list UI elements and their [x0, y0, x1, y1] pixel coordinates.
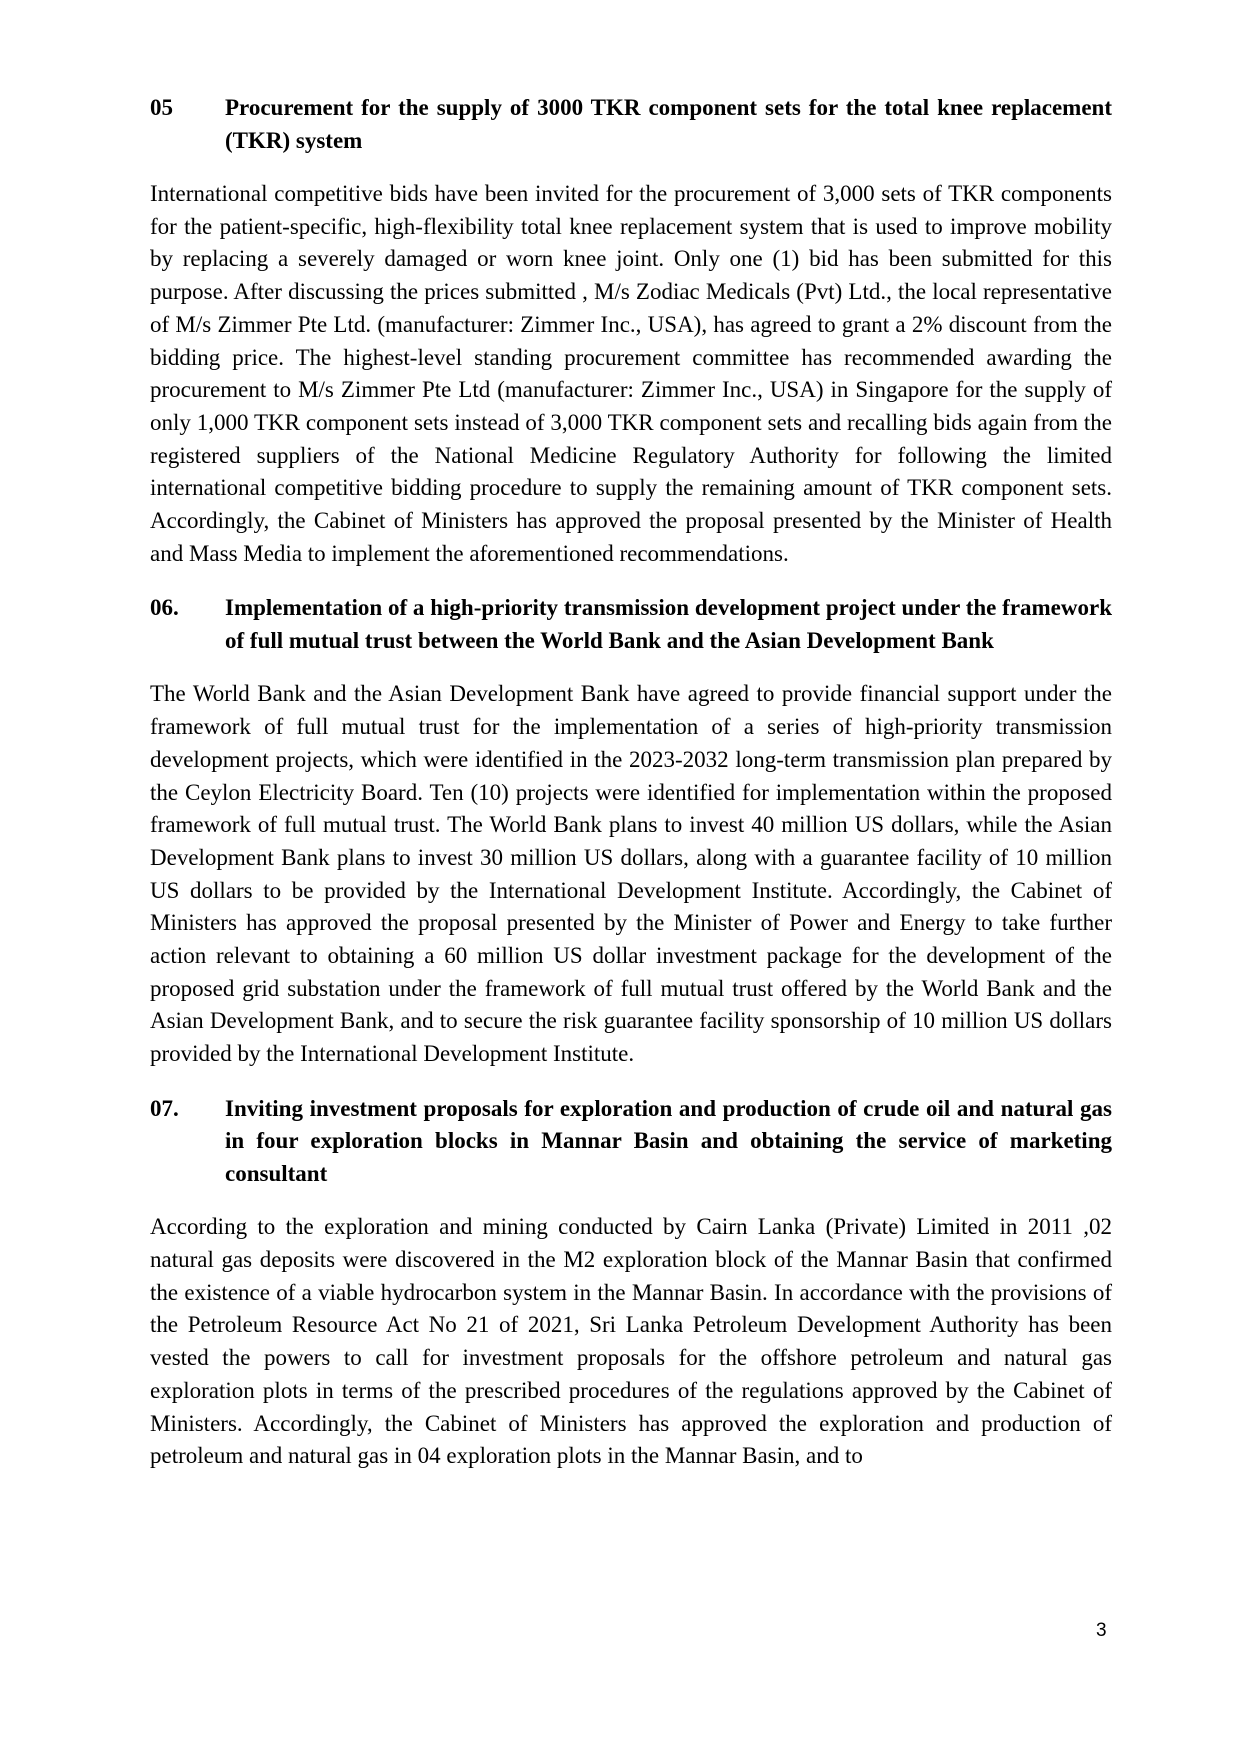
- page-number: 3: [1096, 1620, 1107, 1641]
- document-page: [150, 92, 1112, 1495]
- section-heading: [150, 1093, 1112, 1191]
- section-title: Implementation of a high-priority transmission development project under the framework of full mutual trust between the World Bank and the Asian Development Bank: [225, 595, 1112, 653]
- section-07: [150, 1093, 1112, 1473]
- section-body: According to the exploration and mining conducted by Cairn Lanka (Private) Limited in 2011 ,02 natural gas deposits were discovered in the M2 exploration block of the Mannar Basin that confirmed the existence of a viable hydrocarbon system in the Mannar Basin. In accordance with the provisions of the Petroleum Resource Act No 21 of 2021, Sri Lanka Petroleum Development Authority has been vested the powers to call for investment proposals for the offshore petroleum and natural gas exploration plots in terms of the prescribed procedures of the regulations approved by the Cabinet of Ministers. Accordingly, the Cabinet of Ministers has approved the exploration and production of petroleum and natural gas in 04 exploration plots in the Mannar Basin, and to: [150, 1214, 1112, 1469]
- section-number: 07.: [150, 1095, 179, 1121]
- section-heading: [150, 592, 1112, 657]
- section-number: 05: [150, 95, 173, 120]
- section-title: Inviting investment proposals for exploration and production of crude oil and natural gas in four exploration blocks in Mannar Basin and obtaining the service of marketing consultant: [225, 1095, 1112, 1186]
- section-06: [150, 592, 1112, 1070]
- section-body: International competitive bids have been invited for the procurement of 3,000 sets of TKR components for the patient-specific, high-flexibility total knee replacement system that is used to improve mobility by replacing a severely damaged or worn knee joint. Only one (1) bid has been submitted for this purpose. After discussing the prices submitted , M/s Zodiac Medicals (Pvt) Ltd., the local representative of M/s Zimmer Pte Ltd. (manufacturer: Zimmer Inc., USA), has agreed to grant a 2% discount from the bidding price. The highest-level standing procurement committee has recommended awarding the procurement to M/s Zimmer Pte Ltd (manufacturer: Zimmer Inc., USA) in Singapore for the supply of only 1,000 TKR component sets instead of 3,000 TKR component sets and recalling bids again from the registered suppliers of the National Medicine Regulatory Authority for following the limited international competitive bidding procedure to supply the remaining amount of TKR component sets. Accordingly, the Cabinet of Ministers has approved the proposal presented by the Minister of Health and Mass Media to implement the aforementioned recommendations.: [150, 181, 1112, 566]
- section-heading: [150, 92, 1112, 157]
- section-body: The World Bank and the Asian Development Bank have agreed to provide financial support under the framework of full mutual trust for the implementation of a series of high-priority transmission development projects, which were identified in the 2023-2032 long-term transmission plan prepared by the Ceylon Electricity Board. Ten (10) projects were identified for implementation within the proposed framework of full mutual trust. The World Bank plans to invest 40 million US dollars, while the Asian Development Bank plans to invest 30 million US dollars, along with a guarantee facility of 10 million US dollars to be provided by the International Development Institute. Accordingly, the Cabinet of Ministers has approved the proposal presented by the Minister of Power and Energy to take further action relevant to obtaining a 60 million US dollar investment package for the development of the proposed grid substation under the framework of full mutual trust offered by the World Bank and the Asian Development Bank, and to secure the risk guarantee facility sponsorship of 10 million US dollars provided by the International Development Institute.: [150, 681, 1112, 1067]
- section-title: Procurement for the supply of 3000 TKR component sets for the total knee replacement (TKR) system: [225, 95, 1112, 153]
- section-05: [150, 92, 1112, 570]
- section-number: 06.: [150, 595, 179, 621]
